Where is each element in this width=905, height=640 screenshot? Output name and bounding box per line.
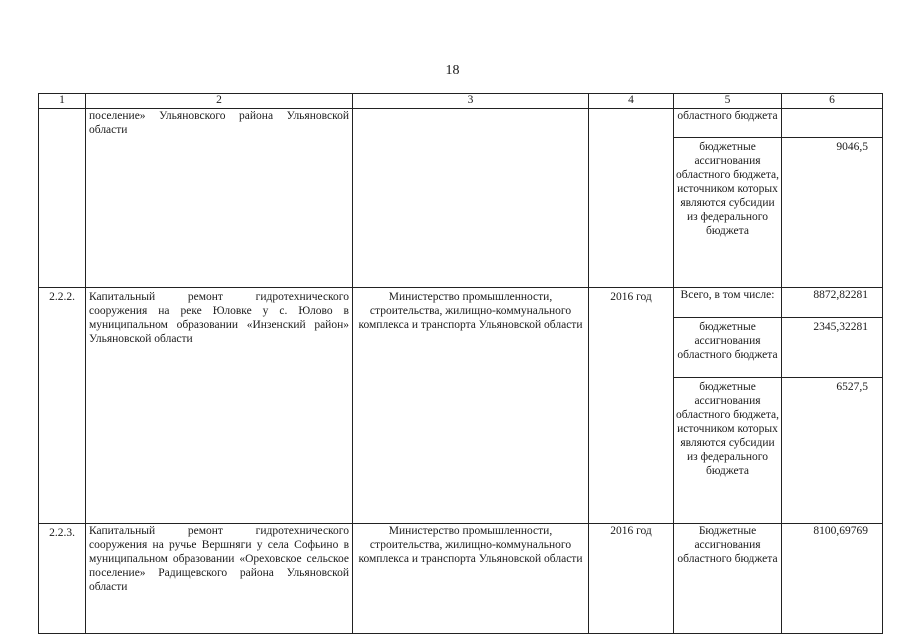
object-name: Капитальный ремонт гидротехнического сооружения на реке Юловке у с. Юлово в муниципальном образовании «Инзенский район» Ульяновской области bbox=[86, 288, 353, 524]
funding-source: областного бюджета bbox=[674, 109, 782, 138]
header-row bbox=[39, 94, 883, 109]
executor bbox=[353, 109, 589, 288]
executor: Министерство промышленности, строительства, жилищно-коммунального комплекса и транспорта Ульяновской области bbox=[353, 524, 589, 634]
period bbox=[589, 109, 674, 288]
header-cell: 3 bbox=[353, 94, 589, 109]
funding-source: бюджетные ассигнования областного бюджета bbox=[674, 318, 782, 378]
funding-source: бюджетные ассигнования областного бюджета, источником которых являются субсидии из федерального бюджета bbox=[674, 378, 782, 524]
header-cell: 6 bbox=[782, 94, 883, 109]
table-row bbox=[39, 288, 883, 318]
funding-table bbox=[38, 93, 883, 634]
row-number: 2.2.2. bbox=[39, 288, 86, 524]
row-number: 2.2.3. bbox=[39, 524, 86, 634]
header-cell: 2 bbox=[86, 94, 353, 109]
period: 2016 год bbox=[589, 524, 674, 634]
amount: 2345,32281 bbox=[782, 318, 883, 378]
table-row bbox=[39, 524, 883, 634]
amount: 6527,5 bbox=[782, 378, 883, 524]
executor: Министерство промышленности, строительства, жилищно-коммунального комплекса и транспорта Ульяновской области bbox=[353, 288, 589, 524]
row-number bbox=[39, 109, 86, 288]
funding-source: Всего, в том числе: bbox=[674, 288, 782, 318]
amount bbox=[782, 109, 883, 138]
page-number: 18 bbox=[445, 63, 460, 78]
funding-source: Бюджетные ассигнования областного бюджета bbox=[674, 524, 782, 634]
funding-source: бюджетные ассигнования областного бюджета, источником которых являются субсидии из федерального бюджета bbox=[674, 138, 782, 288]
header-cell: 4 bbox=[589, 94, 674, 109]
header-cell: 5 bbox=[674, 94, 782, 109]
amount: 8872,82281 bbox=[782, 288, 883, 318]
amount: 8100,69769 bbox=[782, 524, 883, 634]
object-name: Капитальный ремонт гидротехнического сооружения на ручье Вершняги у села Софьино в муниципальном образовании «Ореховское сельское поселение» Радищевского района Ульяновской области bbox=[86, 524, 353, 634]
period: 2016 год bbox=[589, 288, 674, 524]
header-cell: 1 bbox=[39, 94, 86, 109]
amount: 9046,5 bbox=[782, 138, 883, 288]
table-row bbox=[39, 109, 883, 138]
object-name: поселение» Ульяновского района Ульяновской области bbox=[86, 109, 353, 288]
